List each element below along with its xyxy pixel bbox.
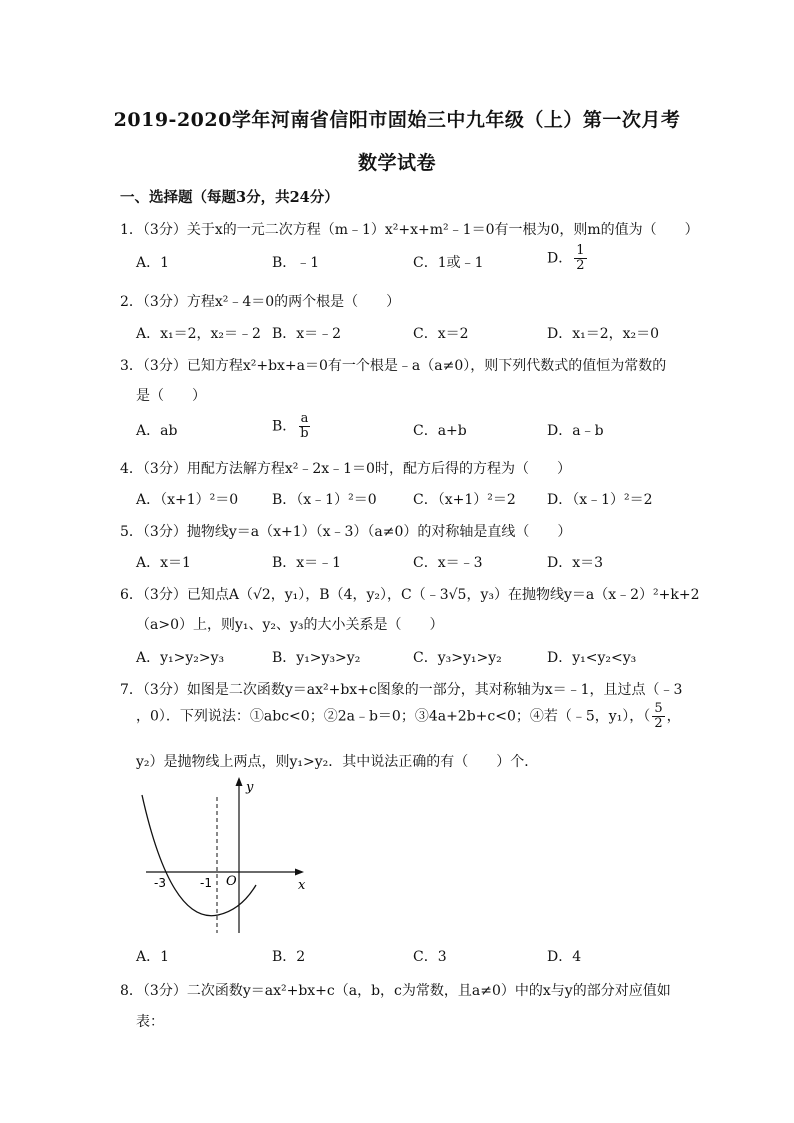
question-number: 2．（3分） bbox=[120, 294, 187, 310]
numerator: 5 bbox=[654, 701, 663, 716]
page-title-line2: 数学试卷 bbox=[357, 152, 436, 174]
option-c: C．1或﹣1 bbox=[413, 255, 484, 271]
option-label: B． bbox=[272, 418, 297, 435]
option-b: B．y₁>y₃>y₂ bbox=[272, 650, 361, 666]
option-c: C．y₃>y₁>y₂ bbox=[413, 650, 502, 666]
option-d: D．4 bbox=[547, 949, 582, 965]
option-d: D．y₁<y₂<y₃ bbox=[547, 650, 637, 666]
question-number: 3．（3分） bbox=[120, 358, 187, 374]
fraction bbox=[652, 702, 664, 731]
question-text: 抛物线y＝a（x+1）（x﹣3）（a≠0）的对称轴是直线（ ） bbox=[186, 524, 572, 540]
tick-label-minus-3: -3 bbox=[154, 876, 166, 890]
parabola-graph bbox=[138, 775, 313, 937]
tick-label-minus-1: -1 bbox=[200, 876, 212, 890]
question-number: 5．（3分） bbox=[120, 524, 187, 540]
fraction bbox=[574, 244, 586, 273]
option-c: C．（x+1）²＝2 bbox=[413, 492, 516, 508]
page-title-line1: 2019-2020学年河南省信阳市固始三中九年级（上）第一次月考 bbox=[113, 109, 681, 131]
section-heading: 一、选择题（每题3分，共24分） bbox=[120, 189, 339, 206]
option-a: A．1 bbox=[136, 255, 170, 271]
question-text: 用配方法解方程x²﹣2x﹣1＝0时，配方后得的方程为（ ） bbox=[186, 461, 571, 477]
question-number: 7．（3分） bbox=[120, 682, 187, 698]
option-d: D．x₁＝2，x₂＝0 bbox=[547, 326, 660, 342]
question-8 bbox=[120, 980, 671, 1000]
option-d: D．a﹣b bbox=[547, 423, 604, 439]
question-number: 8．（3分） bbox=[120, 983, 187, 999]
option-a: A．y₁>y₂>y₃ bbox=[136, 650, 225, 666]
option-c: C．3 bbox=[413, 949, 447, 965]
question-text: 如图是二次函数y＝ax²+bx+c图象的一部分，其对称轴为x＝﹣1，且过点（﹣3 bbox=[186, 682, 683, 698]
question-5 bbox=[120, 521, 571, 541]
option-b: B．﹣1 bbox=[272, 255, 320, 271]
option-b: B．（x﹣1）²＝0 bbox=[272, 492, 377, 508]
option-label: D． bbox=[547, 250, 573, 267]
y-axis-label: y bbox=[246, 780, 254, 795]
question-1 bbox=[120, 219, 699, 239]
question-4 bbox=[120, 458, 571, 478]
origin-label: O bbox=[226, 874, 237, 889]
question-7-continued-2: y₂）是抛物线上两点，则y₁>y₂．其中说法正确的有（ ）个． bbox=[136, 754, 539, 770]
denominator: 2 bbox=[654, 716, 663, 731]
option-b: B．2 bbox=[272, 949, 306, 965]
option-b bbox=[272, 412, 313, 441]
question-7-continued bbox=[136, 702, 681, 731]
option-b: B．x＝﹣1 bbox=[272, 555, 342, 571]
question-6 bbox=[120, 584, 700, 604]
question-3-continued: 是（ ） bbox=[136, 388, 206, 404]
option-a: A．1 bbox=[136, 949, 170, 965]
x-axis-arrow bbox=[295, 869, 304, 876]
question-text: 已知方程x²+bx+a＝0有一个根是﹣a（a≠0），则下列代数式的值恒为常数的 bbox=[186, 358, 667, 374]
option-a: A．ab bbox=[136, 423, 178, 439]
numerator: a bbox=[300, 411, 309, 426]
question-text: 已知点A（√2，y₁），B（4，y₂），C（﹣3√5，y₃）在抛物线y＝a（x﹣2）²+k+2 bbox=[186, 587, 700, 603]
option-d: D．（x﹣1）²＝2 bbox=[547, 492, 653, 508]
question-number: 6．（3分） bbox=[120, 587, 187, 603]
option-d: D．x＝3 bbox=[547, 555, 604, 571]
option-a: A．x₁＝2，x₂＝﹣2 bbox=[136, 326, 261, 342]
option-a: A．x＝1 bbox=[136, 555, 191, 571]
x-axis-label: x bbox=[298, 878, 306, 893]
option-d bbox=[547, 244, 589, 273]
question-text: ， bbox=[666, 708, 681, 725]
option-c: C．a+b bbox=[413, 423, 467, 439]
question-text: 方程x²﹣4＝0的两个根是（ ） bbox=[186, 294, 401, 310]
option-c: C．x＝2 bbox=[413, 326, 469, 342]
question-text: 二次函数y＝ax²+bx+c（a，b，c为常数，且a≠0）中的x与y的部分对应值如 bbox=[186, 983, 671, 999]
numerator: 1 bbox=[576, 243, 585, 258]
denominator: b bbox=[300, 426, 309, 441]
option-a: A．（x+1）²＝0 bbox=[136, 492, 239, 508]
option-c: C．x＝﹣3 bbox=[413, 555, 483, 571]
question-6-continued: （a>0）上，则y₁、y₂、y₃的大小关系是（ ） bbox=[136, 617, 444, 633]
question-2 bbox=[120, 291, 400, 311]
y-axis-arrow bbox=[236, 777, 243, 786]
question-number: 1．（3分） bbox=[120, 222, 187, 238]
question-number: 4．（3分） bbox=[120, 461, 187, 477]
question-7 bbox=[120, 679, 682, 699]
question-text: 关于x的一元二次方程（m﹣1）x²+x+m²﹣1＝0有一根为0，则m的值为（ ） bbox=[186, 222, 699, 238]
fraction bbox=[298, 412, 310, 441]
question-3 bbox=[120, 355, 666, 375]
denominator: 2 bbox=[576, 258, 585, 273]
question-text: ，0）．下列说法：①abc<0；②2a﹣b＝0；③4a+2b+c<0；④若（﹣5，y₁），（ bbox=[136, 708, 651, 725]
question-8-continued: 表： bbox=[136, 1014, 164, 1030]
option-b: B．x＝﹣2 bbox=[272, 326, 342, 342]
